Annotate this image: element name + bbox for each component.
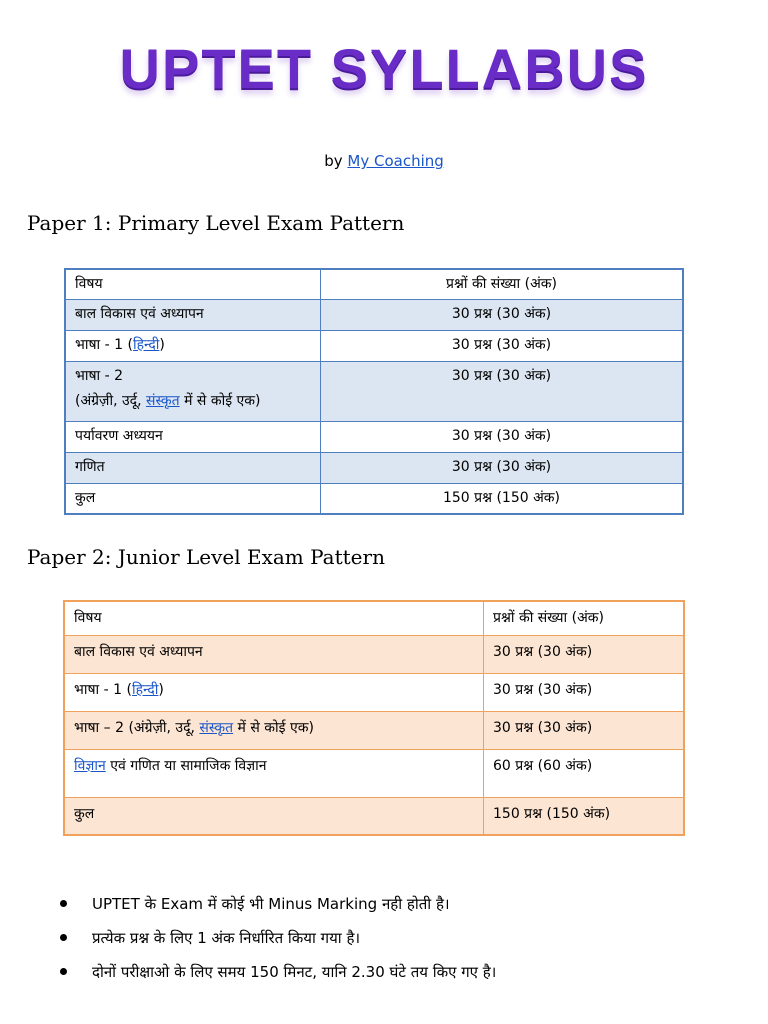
sanskrit-link[interactable]: संस्कृत: [199, 719, 234, 736]
header-cell-subject: विषय: [64, 601, 484, 635]
bullet-icon: [60, 934, 67, 941]
table-header-row: [64, 601, 684, 635]
list-item: [60, 958, 496, 992]
subject-cell: [64, 673, 484, 711]
subject-cell: गणित: [65, 452, 321, 483]
subject-cell: कुल: [65, 483, 321, 514]
table-row: [65, 361, 683, 421]
table-row: [64, 797, 684, 835]
subject-text: ): [158, 681, 164, 698]
subject-text: एवं गणित या सामाजिक विज्ञान: [105, 757, 267, 774]
page-title: UPTET SYLLABUS: [119, 37, 649, 100]
list-item: [60, 924, 496, 958]
subject-text: में से कोई एक): [179, 392, 261, 409]
subject-text: में से कोई एक): [233, 719, 314, 736]
paper2-table: [63, 600, 685, 836]
list-item: [60, 890, 496, 924]
table-row: [64, 635, 684, 673]
subject-cell: बाल विकास एवं अध्यापन: [64, 635, 484, 673]
science-link[interactable]: विज्ञान: [74, 757, 106, 774]
subject-cell: [65, 361, 321, 421]
note-text: प्रत्येक प्रश्न के लिए 1 अंक निर्धारित किया गया है।: [92, 929, 361, 947]
bullet-icon: [60, 968, 67, 975]
table-row: [64, 711, 684, 749]
header-cell-marks: प्रश्नों की संख्या (अंक): [321, 269, 684, 299]
subject-cell: पर्यावरण अध्ययन: [65, 421, 321, 452]
byline: [0, 152, 768, 170]
subject-cell: बाल विकास एवं अध्यापन: [65, 299, 321, 330]
subject-cell: [64, 749, 484, 797]
marks-cell: 30 प्रश्न (30 अंक): [484, 673, 685, 711]
marks-cell: 30 प्रश्न (30 अंक): [484, 635, 685, 673]
table-row: [65, 330, 683, 361]
header-cell-subject: विषय: [65, 269, 321, 299]
byline-prefix: by: [324, 152, 343, 170]
bullet-icon: [60, 900, 67, 907]
subject-text: भाषा - 1 (: [75, 336, 133, 353]
subject-line: [75, 391, 311, 410]
marks-cell: 150 प्रश्न (150 अंक): [321, 483, 684, 514]
subject-cell: कुल: [64, 797, 484, 835]
subject-text: (अंग्रेज़ी, उर्दू,: [75, 392, 146, 409]
hindi-link[interactable]: हिन्दी: [132, 336, 160, 353]
paper2-heading: Paper 2: Junior Level Exam Pattern: [27, 545, 385, 569]
note-text: दोनों परीक्षाओ के लिए समय 150 मिनट, यानि 2.30 घंटे तय किए गए है।: [92, 963, 497, 981]
table-row: [65, 421, 683, 452]
note-text: UPTET के Exam में कोई भी Minus Marking नही होती है।: [92, 895, 450, 913]
subject-text: भाषा – 2 (अंग्रेज़ी, उर्दू,: [74, 719, 200, 736]
marks-cell: 30 प्रश्न (30 अंक): [484, 711, 685, 749]
marks-cell: 60 प्रश्न (60 अंक): [484, 749, 685, 797]
marks-cell: 30 प्रश्न (30 अंक): [321, 452, 684, 483]
subject-line: भाषा - 2: [75, 367, 124, 384]
paper1-table: [64, 268, 684, 515]
marks-cell: 30 प्रश्न (30 अंक): [321, 361, 684, 421]
paper1-heading: Paper 1: Primary Level Exam Pattern: [27, 211, 405, 235]
table-row: [65, 452, 683, 483]
marks-cell: 30 प्रश्न (30 अंक): [321, 421, 684, 452]
marks-cell: 30 प्रश्न (30 अंक): [321, 299, 684, 330]
subject-cell: [65, 330, 321, 361]
notes-list: [60, 890, 496, 992]
subject-text: भाषा - 1 (: [74, 681, 132, 698]
subject-text: ): [159, 336, 165, 353]
header-cell-marks: प्रश्नों की संख्या (अंक): [484, 601, 685, 635]
table-row: [64, 673, 684, 711]
table-row: [64, 749, 684, 797]
marks-cell: 150 प्रश्न (150 अंक): [484, 797, 685, 835]
table-row: [65, 299, 683, 330]
my-coaching-link[interactable]: My Coaching: [347, 152, 444, 170]
subject-cell: [64, 711, 484, 749]
sanskrit-link[interactable]: संस्कृत: [145, 392, 180, 409]
hindi-link[interactable]: हिन्दी: [131, 681, 159, 698]
table-row: [65, 483, 683, 514]
marks-cell: 30 प्रश्न (30 अंक): [321, 330, 684, 361]
table-header-row: [65, 269, 683, 299]
